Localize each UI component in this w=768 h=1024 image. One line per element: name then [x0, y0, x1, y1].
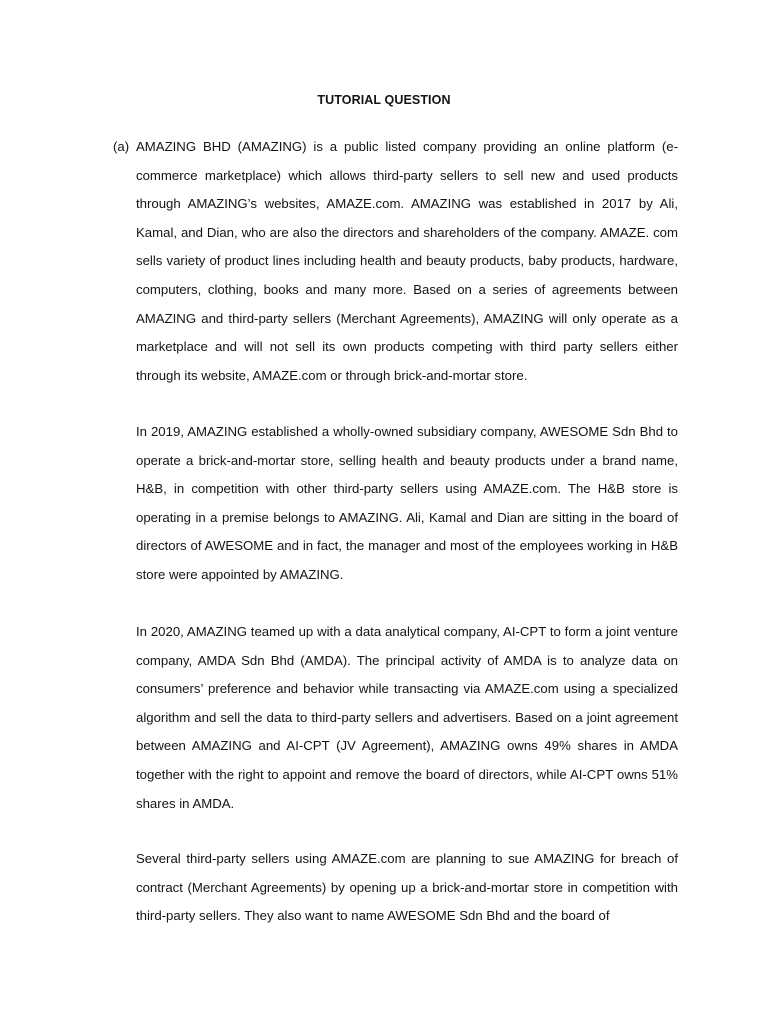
question-item-label: (a): [113, 139, 130, 154]
paragraph-2: In 2019, AMAZING established a wholly-owned subsidiary company, AWESOME Sdn Bhd to operate a brick-and-mortar store, selling health and beauty products under a brand name, H&B, in competition with other third-party sellers using AMAZE.com. The H&B store is operating in a premise belongs to AMAZING. Ali, Kamal and Dian are sitting in the board of directors of AWESOME and in fact, the manager and most of the employees working in H&B store were appointed by AMAZING.: [136, 424, 678, 582]
paragraph-4: Several third-party sellers using AMAZE.com are planning to sue AMAZING for breach of contract (Merchant Agreements) by opening up a brick-and-mortar store in competition with third-party sellers. They also want to name AWESOME Sdn Bhd and the board of: [136, 851, 678, 924]
paragraph-3: In 2020, AMAZING teamed up with a data analytical company, AI-CPT to form a joint venture company, AMDA Sdn Bhd (AMDA). The principal activity of AMDA is to analyze data on consumers’ preference and behavior while transacting via AMAZE.com using a specialized algorithm and sell the data to third-party sellers and advertisers. Based on a joint agreement between AMAZING and AI-CPT (JV Agreement), AMAZING owns 49% shares in AMDA together with the right to appoint and remove the board of directors, while AI-CPT owns 51% shares in AMDA.: [136, 624, 678, 811]
paragraph-1: AMAZING BHD (AMAZING) is a public listed company providing an online platform (e-commerce marketplace) which allows third-party sellers to sell new and used products through AMAZING’s websites, AMAZE.com. AMAZING was established in 2017 by Ali, Kamal, and Dian, who are also the directors and shareholders of the company. AMAZE. com sells variety of product lines including health and beauty products, baby products, hardware, computers, clothing, books and many more. Based on a series of agreements between AMAZING and third-party sellers (Merchant Agreements), AMAZING will only operate as a marketplace and will not sell its own products competing with third party sellers either through its website, AMAZE.com or through brick-and-mortar store.: [136, 139, 678, 383]
document-title: TUTORIAL QUESTION: [317, 93, 451, 107]
